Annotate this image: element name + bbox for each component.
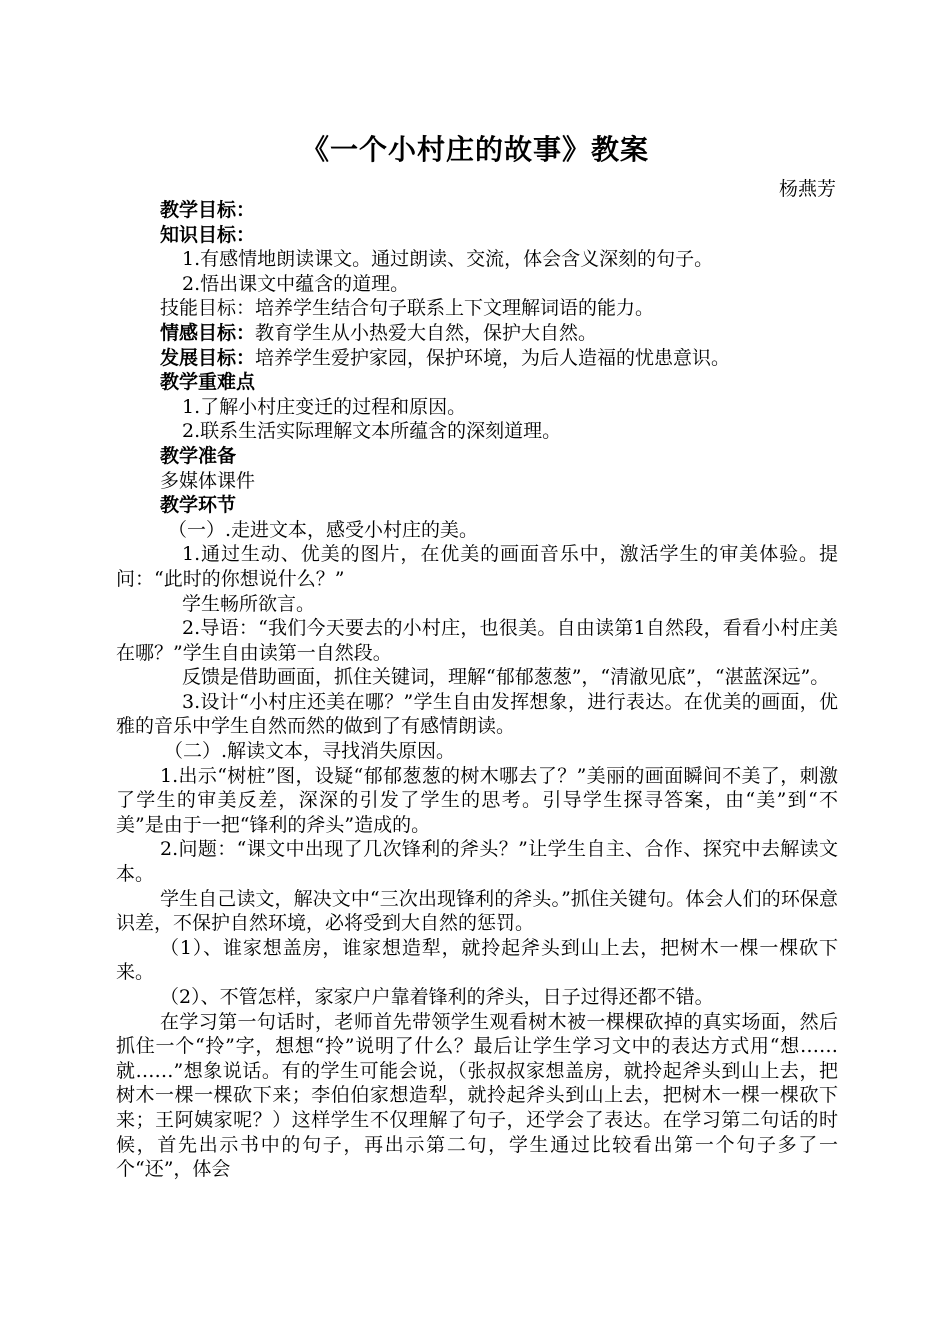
key-points-heading: 教学重难点	[160, 371, 256, 394]
knowledge-item-2: 2.悟出课文中蕴含的道理。	[182, 272, 410, 295]
knowledge-heading: 知识目标：	[160, 223, 256, 246]
development-objective	[116, 346, 838, 371]
section-2-paragraph: 学生自己读文，解决文中“三次出现锋利的斧头。”抓住关键句。体会人们的环保意识差，不保护自然环境，必将受到大自然的惩罚。	[116, 887, 838, 935]
section-1-heading: （一）.走进文本，感受小村庄的美。	[168, 518, 479, 541]
preparation-heading: 教学准备	[160, 444, 237, 467]
key-point-2: 2.联系生活实际理解文本所蕴含的深刻道理。	[182, 420, 562, 443]
emotion-objective	[116, 321, 838, 346]
section-1-paragraph: 学生畅所欲言。	[182, 592, 316, 615]
section-2-paragraph: （1）、谁家想盖房，谁家想造犁，就拎起斧头到山上去，把树木一棵一棵砍下来。	[116, 936, 838, 984]
section-1-paragraph: 1.通过生动、优美的图片，在优美的画面音乐中，激活学生的审美体验。提问：“此时的你想说什么？”	[116, 543, 838, 590]
author-name: 杨燕芳	[778, 178, 836, 200]
section-1-paragraph: 反馈是借助画面，抓住关键词，理解“郁郁葱葱”，“清澈见底”，“湛蓝深远”。	[182, 666, 830, 689]
development-text: 培养学生爱护家园，保护环境，为后人造福的忧患意识。	[255, 346, 731, 369]
emotion-label: 情感目标：	[160, 321, 256, 344]
process-heading: 教学环节	[160, 494, 237, 517]
objectives-heading: 教学目标：	[160, 199, 256, 221]
section-2-paragraph: 在学习第一句话时，老师首先带领学生观看树木被一棵棵砍掉的真实场面，然后抓住一个“拎”字，想想“拎”说明了什么？最后让学生学习文中的表达方式用“想……就……”想象说话。有的学生可能会说，（张叔叔家想盖房，就拎起斧头到山上去，把树木一棵一棵砍下来；李伯伯家想造犁，就拎起斧头到山上去，把树木一棵一棵砍下来；王阿姨家呢？）这样学生不仅理解了句子，还学会了表达。在学习第二句话的时候，首先出示书中的句子，再出示第二句，学生通过比较看出第一个句子多了一个“还”，体会	[116, 1010, 838, 1181]
development-label: 发展目标：	[160, 346, 256, 369]
emotion-text: 教育学生从小热爱大自然，保护大自然。	[255, 321, 598, 344]
section-1-paragraph: 3.设计“小村庄还美在哪？”学生自由发挥想象，进行表达。在优美的画面，优雅的音乐中学生自然而然的做到了有感情朗读。	[116, 690, 838, 738]
knowledge-item-1: 1.有感情地朗读课文。通过朗读、交流，体会含义深刻的句子。	[182, 248, 714, 271]
section-2-heading: （二）.解读文本，寻找消失原因。	[164, 740, 456, 763]
section-2-paragraph: 1.出示“树桩”图，设疑“郁郁葱葱的树木哪去了？”美丽的画面瞬间不美了，刺激了学生的审美反差，深深的引发了学生的思考。引导学生探寻答案，由“美”到“不美”是由于一把“锋利的斧头”造成的。	[116, 764, 838, 836]
section-2-paragraph: 2.问题：“课文中出现了几次锋利的斧头？”让学生自主、合作、探究中去解读文本。	[116, 838, 838, 886]
document-body	[116, 198, 838, 1182]
section-1-paragraph: 2.导语：“我们今天要去的小村庄，也很美。自由读第1自然段，看看小村庄美在哪？”学生自由读第一自然段。	[116, 617, 838, 664]
section-2-paragraph: （2）、不管怎样，家家户户靠着锋利的斧头，日子过得还都不错。	[160, 986, 714, 1008]
key-point-1: 1.了解小村庄变迁的过程和原因。	[182, 395, 467, 418]
skill-objective: 技能目标：培养学生结合句子联系上下文理解词语的能力。	[160, 297, 655, 320]
preparation-text: 多媒体课件	[160, 469, 256, 492]
page-title: 《一个小村庄的故事》教案	[300, 133, 649, 166]
